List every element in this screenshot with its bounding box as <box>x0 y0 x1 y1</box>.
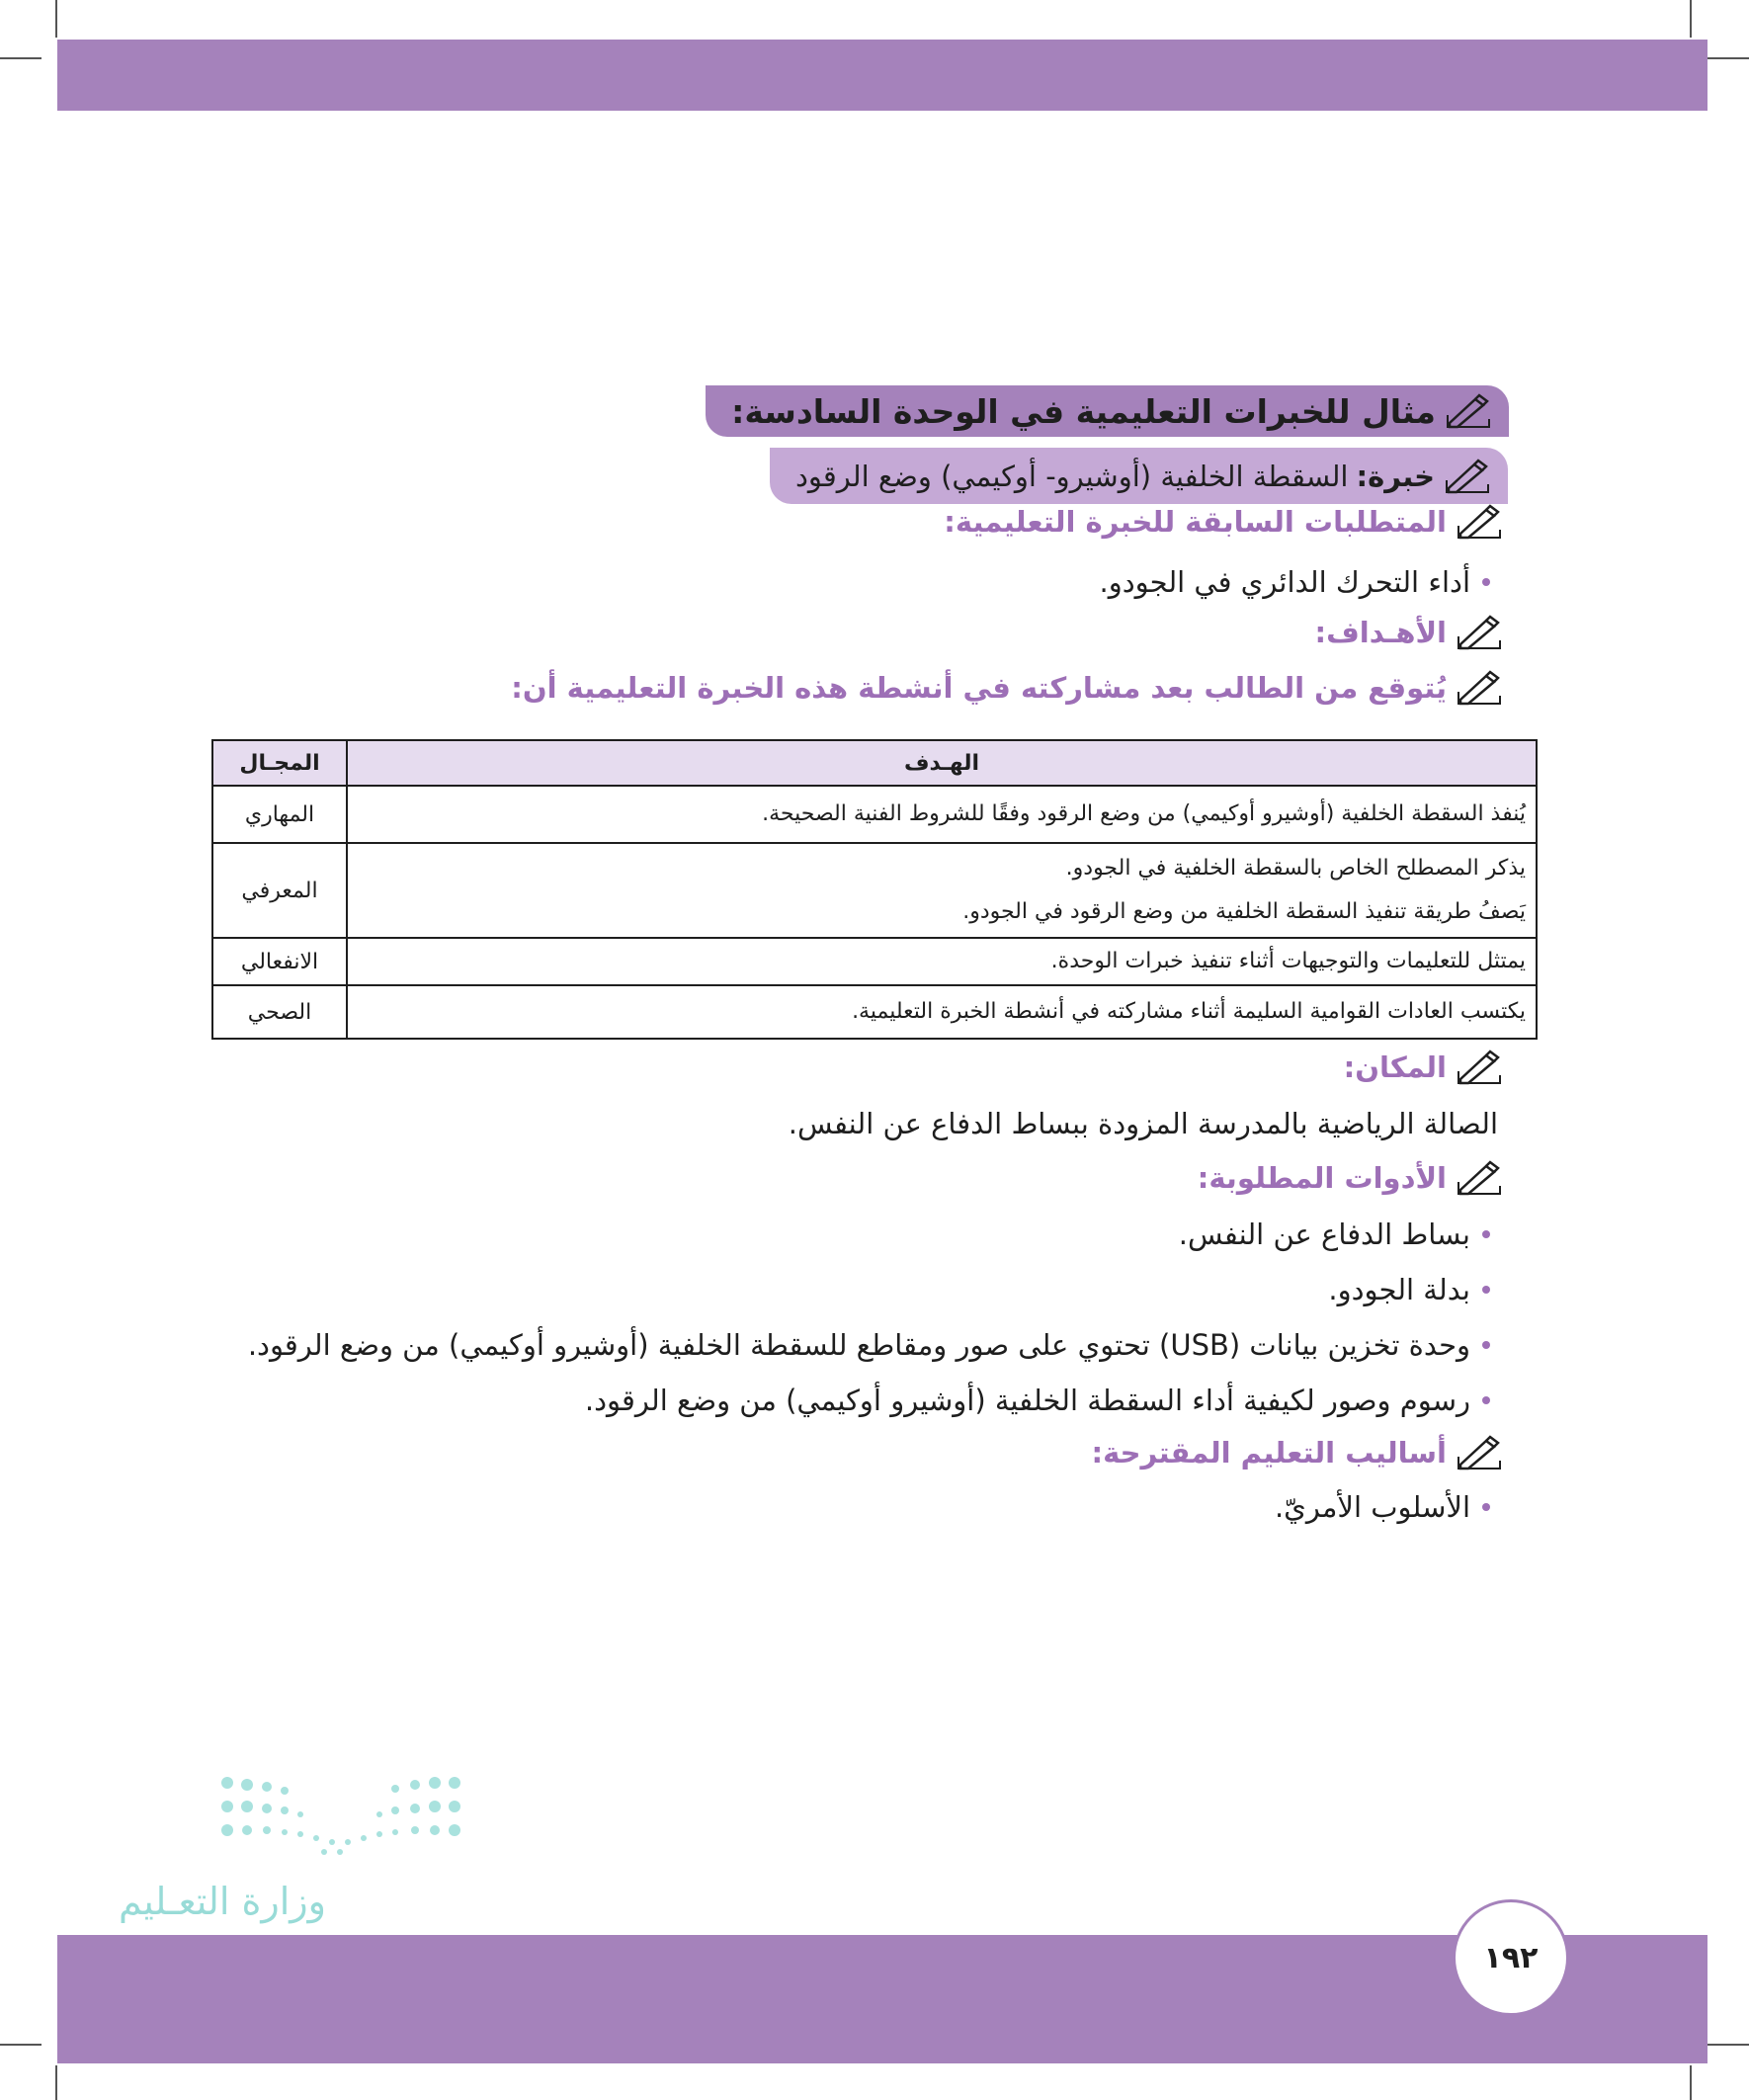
goal-cell <box>347 843 1537 938</box>
goal-cell <box>347 985 1537 1039</box>
crop-mark <box>0 57 42 59</box>
list-item-text: أداء التحرك الدائري في الجودو. <box>1099 565 1470 599</box>
domain-cell: الانفعالي <box>212 938 347 985</box>
place-heading-text: المكان: <box>1343 1050 1447 1084</box>
prerequisites-heading-text: المتطلبات السابقة للخبرة التعليمية: <box>944 505 1447 539</box>
list-item <box>1099 565 1490 599</box>
crop-mark <box>1707 57 1749 59</box>
crop-mark <box>1690 2065 1692 2100</box>
table-header-goal: الهـدف <box>347 740 1537 786</box>
ministry-logo-text: وزارة التعـليم <box>118 1880 326 1923</box>
pen-icon <box>1457 615 1502 650</box>
tools-heading <box>1198 1160 1502 1196</box>
experience-title <box>770 448 1508 504</box>
list-item <box>1328 1273 1490 1306</box>
list-item-text: بساط الدفاع عن النفس. <box>1178 1218 1470 1251</box>
section-title <box>706 385 1509 437</box>
prerequisites-heading <box>944 504 1502 540</box>
pen-icon <box>1457 1435 1502 1470</box>
tools-heading-text: الأدوات المطلوبة: <box>1197 1161 1447 1195</box>
bullet-dot <box>1482 1396 1490 1404</box>
objectives-heading <box>1314 615 1502 650</box>
pen-icon <box>1457 504 1502 540</box>
crop-mark <box>1690 0 1692 38</box>
crop-mark <box>55 0 57 38</box>
pen-icon <box>1446 393 1491 429</box>
goal-text: يمتثل للتعليمات والتوجيهات أثناء تنفيذ خبرات الوحدة. <box>1050 949 1526 973</box>
bullet-dot <box>1482 1341 1490 1349</box>
domain-cell: المهاري <box>212 786 347 843</box>
bullet-dot <box>1482 1503 1490 1511</box>
domain-cell: المعرفي <box>212 843 347 938</box>
bullet-dot <box>1482 1286 1490 1294</box>
table-row <box>212 786 1537 843</box>
crop-mark <box>1707 2044 1749 2046</box>
domain-cell: الصحي <box>212 985 347 1039</box>
pen-icon <box>1457 1050 1502 1085</box>
pen-icon <box>1457 670 1502 706</box>
goals-table <box>211 739 1538 1040</box>
list-item-text: الأسلوب الأمريّ. <box>1274 1490 1470 1524</box>
table-row <box>212 843 1537 938</box>
table-header-domain: المجـال <box>212 740 347 786</box>
section-title-text: مثال للخبرات التعليمية في الوحدة السادسة: <box>731 391 1436 431</box>
pen-icon <box>1457 1160 1502 1196</box>
list-item <box>1179 1218 1490 1251</box>
list-item <box>585 1384 1490 1417</box>
crop-mark <box>0 2044 42 2046</box>
objectives-heading-text: الأهـداف: <box>1314 616 1447 649</box>
objectives-expectation <box>511 670 1502 706</box>
list-item-text: وحدة تخزين بيانات (USB) تحتوي على صور ومقاطع للسقطة الخلفية (أوشيرو أوكيمي) من وضع الرقود. <box>247 1328 1470 1362</box>
goal-cell <box>347 938 1537 985</box>
goal-cell <box>347 786 1537 843</box>
list-item <box>1275 1490 1490 1524</box>
goal-text: يُنفذ السقطة الخلفية (أوشيرو أوكيمي) من وضع الرقود وفقًا للشروط الفنية الصحيحة. <box>762 801 1526 826</box>
bullet-dot <box>1482 1230 1490 1238</box>
experience-text: السقطة الخلفية (أوشيرو- أوكيمي) وضع الرقود <box>794 459 1349 493</box>
pen-icon <box>1445 459 1490 494</box>
crop-mark <box>55 2065 57 2100</box>
goal-text: يَصفُ طريقة تنفيذ السقطة الخلفية من وضع الرقود في الجودو. <box>962 899 1526 924</box>
goal-text: يذكر المصطلح الخاص بالسقطة الخلفية في الجودو. <box>1065 856 1526 881</box>
goal-text: يكتسب العادات القوامية السليمة أثناء مشاركته في أنشطة الخبرة التعليمية. <box>852 999 1526 1024</box>
bullet-dot <box>1482 578 1490 586</box>
table-row <box>212 938 1537 985</box>
list-item-text: رسوم وصور لكيفية أداء السقطة الخلفية (أوشيرو أوكيمي) من وضع الرقود. <box>584 1384 1470 1417</box>
place-text: الصالة الرياضية بالمدرسة المزودة ببساط الدفاع عن النفس. <box>788 1107 1498 1140</box>
top-band <box>57 40 1707 111</box>
list-item <box>248 1328 1490 1362</box>
objectives-expectation-text: يُتوقع من الطالب بعد مشاركته في أنشطة هذه الخبرة التعليمية أن: <box>511 671 1447 705</box>
place-heading <box>1344 1050 1502 1085</box>
table-row <box>212 985 1537 1039</box>
table-header-row <box>212 740 1537 786</box>
list-item-text: بدلة الجودو. <box>1328 1273 1470 1306</box>
methods-heading <box>1091 1435 1502 1470</box>
experience-label: خبرة: <box>1356 459 1435 493</box>
methods-heading-text: أساليب التعليم المقترحة: <box>1091 1436 1447 1470</box>
page-number: ١٩٢ <box>1453 1899 1569 2016</box>
